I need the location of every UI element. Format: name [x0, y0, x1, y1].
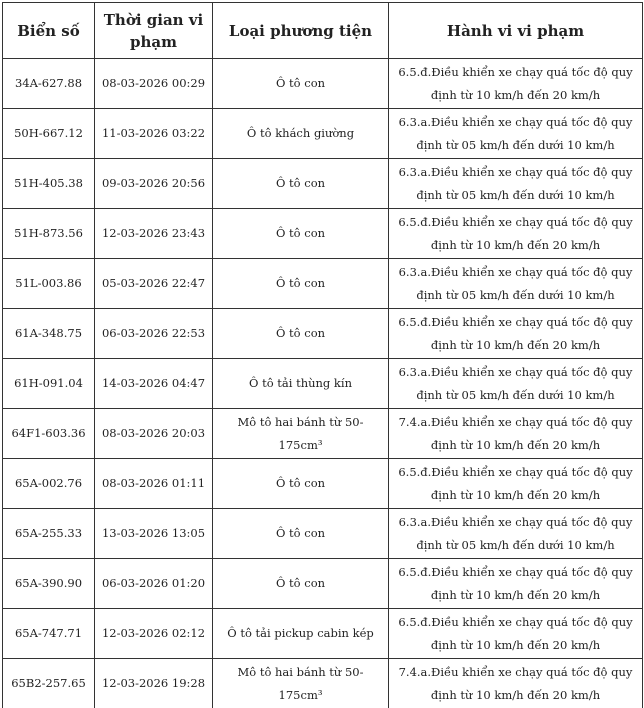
table-row — [3, 459, 643, 509]
cell-vehicle: Ô tô con — [213, 59, 389, 109]
cell-violation: 6.5.đ.Điều khiển xe chạy quá tốc độ quy định từ 10 km/h đến 20 km/h — [389, 459, 643, 509]
table-row — [3, 609, 643, 659]
cell-time: 11-03-2026 03:22 — [95, 109, 213, 159]
cell-time: 05-03-2026 22:47 — [95, 259, 213, 309]
cell-vehicle: Ô tô con — [213, 259, 389, 309]
cell-plate: 51H-873.56 — [3, 209, 95, 259]
cell-plate: 65A-390.90 — [3, 559, 95, 609]
table-row — [3, 559, 643, 609]
cell-plate: 65A-747.71 — [3, 609, 95, 659]
header-vehicle: Loại phương tiện — [213, 3, 389, 59]
cell-violation: 6.3.a.Điều khiển xe chạy quá tốc độ quy định từ 05 km/h đến dưới 10 km/h — [389, 359, 643, 409]
cell-vehicle: Ô tô tải thùng kín — [213, 359, 389, 409]
header-row — [3, 3, 643, 59]
table-row — [3, 209, 643, 259]
cell-plate: 34A-627.88 — [3, 59, 95, 109]
cell-vehicle: Mô tô hai bánh từ 50-175cm³ — [213, 409, 389, 459]
cell-vehicle: Ô tô con — [213, 459, 389, 509]
table-row — [3, 409, 643, 459]
cell-plate: 61A-348.75 — [3, 309, 95, 359]
cell-violation: 6.5.đ.Điều khiển xe chạy quá tốc độ quy định từ 10 km/h đến 20 km/h — [389, 309, 643, 359]
cell-violation: 7.4.a.Điều khiển xe chạy quá tốc độ quy định từ 10 km/h đến 20 km/h — [389, 409, 643, 459]
cell-time: 12-03-2026 02:12 — [95, 609, 213, 659]
cell-time: 08-03-2026 00:29 — [95, 59, 213, 109]
cell-plate: 51H-405.38 — [3, 159, 95, 209]
cell-vehicle: Ô tô con — [213, 309, 389, 359]
table-body — [3, 59, 643, 708]
cell-vehicle: Ô tô khách giường — [213, 109, 389, 159]
cell-plate: 61H-091.04 — [3, 359, 95, 409]
header-plate: Biển số — [3, 3, 95, 59]
table-row — [3, 359, 643, 409]
cell-violation: 6.5.đ.Điều khiển xe chạy quá tốc độ quy định từ 10 km/h đến 20 km/h — [389, 209, 643, 259]
cell-vehicle: Mô tô hai bánh từ 50-175cm³ — [213, 659, 389, 708]
cell-plate: 51L-003.86 — [3, 259, 95, 309]
cell-time: 06-03-2026 01:20 — [95, 559, 213, 609]
table-row — [3, 309, 643, 359]
cell-time: 13-03-2026 13:05 — [95, 509, 213, 559]
header-time: Thời gian vi phạm — [95, 3, 213, 59]
cell-vehicle: Ô tô con — [213, 159, 389, 209]
cell-time: 08-03-2026 20:03 — [95, 409, 213, 459]
cell-time: 09-03-2026 20:56 — [95, 159, 213, 209]
cell-plate: 65B2-257.65 — [3, 659, 95, 708]
cell-violation: 6.3.a.Điều khiển xe chạy quá tốc độ quy định từ 05 km/h đến dưới 10 km/h — [389, 259, 643, 309]
table-header — [3, 3, 643, 59]
cell-vehicle: Ô tô con — [213, 559, 389, 609]
violations-table — [2, 2, 643, 708]
cell-vehicle: Ô tô con — [213, 209, 389, 259]
header-violation: Hành vi vi phạm — [389, 3, 643, 59]
cell-plate: 50H-667.12 — [3, 109, 95, 159]
cell-violation: 6.3.a.Điều khiển xe chạy quá tốc độ quy định từ 05 km/h đến dưới 10 km/h — [389, 159, 643, 209]
cell-time: 12-03-2026 19:28 — [95, 659, 213, 708]
cell-time: 14-03-2026 04:47 — [95, 359, 213, 409]
cell-vehicle: Ô tô tải pickup cabin kép — [213, 609, 389, 659]
cell-vehicle: Ô tô con — [213, 509, 389, 559]
cell-plate: 65A-002.76 — [3, 459, 95, 509]
cell-violation: 6.5.đ.Điều khiển xe chạy quá tốc độ quy định từ 10 km/h đến 20 km/h — [389, 559, 643, 609]
cell-plate: 64F1-603.36 — [3, 409, 95, 459]
cell-violation: 6.5.đ.Điều khiển xe chạy quá tốc độ quy định từ 10 km/h đến 20 km/h — [389, 609, 643, 659]
cell-time: 12-03-2026 23:43 — [95, 209, 213, 259]
cell-violation: 6.5.đ.Điều khiển xe chạy quá tốc độ quy định từ 10 km/h đến 20 km/h — [389, 59, 643, 109]
cell-violation: 7.4.a.Điều khiển xe chạy quá tốc độ quy định từ 10 km/h đến 20 km/h — [389, 659, 643, 708]
cell-violation: 6.3.a.Điều khiển xe chạy quá tốc độ quy định từ 05 km/h đến dưới 10 km/h — [389, 509, 643, 559]
cell-plate: 65A-255.33 — [3, 509, 95, 559]
cell-time: 06-03-2026 22:53 — [95, 309, 213, 359]
table-row — [3, 509, 643, 559]
table-row — [3, 659, 643, 708]
table-row — [3, 259, 643, 309]
cell-time: 08-03-2026 01:11 — [95, 459, 213, 509]
cell-violation: 6.3.a.Điều khiển xe chạy quá tốc độ quy định từ 05 km/h đến dưới 10 km/h — [389, 109, 643, 159]
table-row — [3, 59, 643, 109]
table-row — [3, 159, 643, 209]
table-row — [3, 109, 643, 159]
